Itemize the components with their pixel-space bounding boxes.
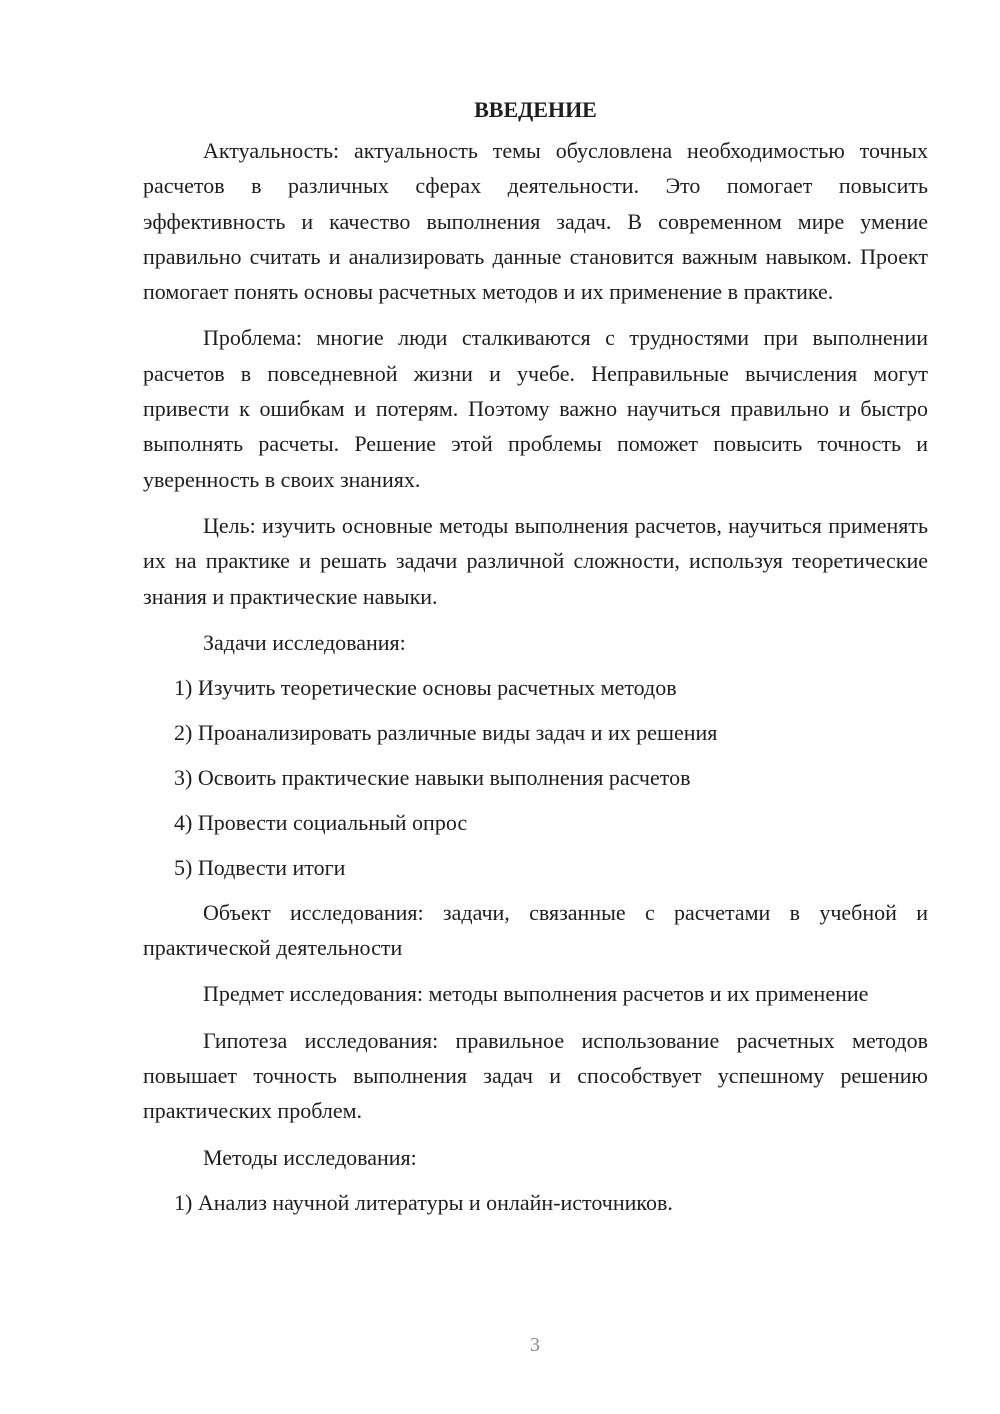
task-item: 4) Провести социальный опрос bbox=[174, 809, 468, 835]
hypothesis-paragraph: Гипотеза исследования: правильное использование расчетных методов повышает точность выполнения задач и способствует успешному решению практических проблем. bbox=[143, 1027, 928, 1124]
goal-paragraph: Цель: изучить основные методы выполнения расчетов, научиться применять их на практике и решать задачи различной сложности, используя теоретические знания и практические навыки. bbox=[143, 512, 928, 609]
task-item: 3) Освоить практические навыки выполнения расчетов bbox=[174, 764, 691, 790]
problem-paragraph: Проблема: многие люди сталкиваются с трудностями при выполнении расчетов в повседневной жизни и учебе. Неправильные вычисления могут привести к ошибкам и потерям. Поэтому важно научиться правильно и быстро выполнять расчеты. Решение этой проблемы поможет повысить точность и уверенность в своих знаниях. bbox=[143, 325, 928, 492]
method-item: 1) Анализ научной литературы и онлайн-источников. bbox=[174, 1189, 673, 1215]
methods-heading: Методы исследования: bbox=[203, 1144, 417, 1170]
relevance-paragraph: Актуальность: актуальность темы обусловлена необходимостью точных расчетов в различных сферах деятельности. Это помогает повысить эффективность и качество выполнения задач. В современном мире умение правильно считать и анализировать данные становится важным навыком. Проект помогает понять основы расчетных методов и их применение в практике. bbox=[143, 138, 928, 305]
object-paragraph: Объект исследования: задачи, связанные с расчетами в учебной и практической деятельности bbox=[143, 899, 928, 961]
tasks-heading: Задачи исследования: bbox=[203, 629, 406, 655]
task-item: 2) Проанализировать различные виды задач и их решения bbox=[174, 719, 718, 745]
task-item: 5) Подвести итоги bbox=[174, 854, 346, 880]
task-item: 1) Изучить теоретические основы расчетных методов bbox=[174, 674, 677, 700]
subject-paragraph: Предмет исследования: методы выполнения расчетов и их применение bbox=[203, 981, 869, 1007]
section-title: ВВЕДЕНИЕ bbox=[474, 97, 597, 122]
page-number: 3 bbox=[530, 1334, 540, 1356]
page-content bbox=[143, 92, 928, 1230]
